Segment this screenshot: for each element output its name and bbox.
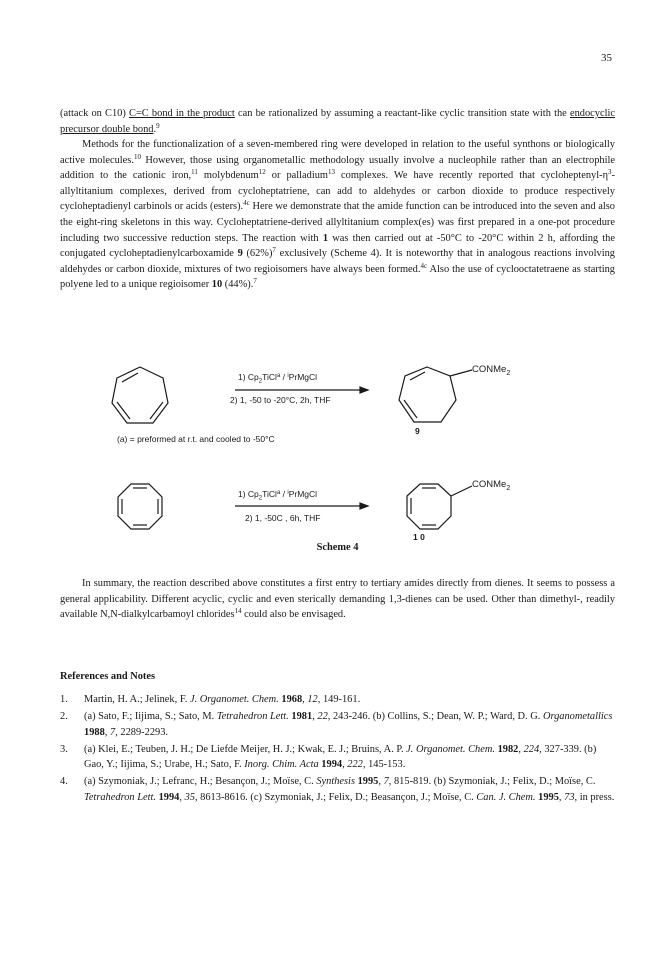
- reference-text: 22: [317, 711, 328, 723]
- reference-text: 73: [564, 791, 575, 803]
- reference-text: , 149-161.: [317, 694, 361, 705]
- reference-text: , in press.: [574, 791, 615, 803]
- reference-text: , 327-339. (b) Gao, Y.; Iijima, S.; Urabe, H.; Sato, F.: [84, 743, 597, 771]
- reference-text: J. Organomet. Chem.: [189, 694, 279, 705]
- page-number: 35: [601, 52, 612, 64]
- text-run: or palladium: [265, 170, 328, 182]
- reference-text: , 815-819. (b) Szymoniak, J.; Felix, D.; Moïse, C.: [388, 776, 596, 788]
- reference-text: Inorg. Chim. Acta: [244, 759, 319, 771]
- superscript: 3: [608, 168, 612, 177]
- text-run: .: [153, 123, 157, 135]
- underlined-phrase: endocyclic precursor double bond: [60, 108, 615, 135]
- arrowhead: [360, 503, 368, 509]
- reference-number: 4.: [60, 776, 68, 788]
- reference-text: 35: [184, 791, 195, 803]
- reference-text: Organometallics: [542, 711, 613, 723]
- product-9-structure: [399, 367, 472, 422]
- paragraph-3: [60, 576, 615, 623]
- reference-text: 1995: [357, 776, 379, 788]
- citation-superscript: 7: [272, 246, 276, 255]
- reaction-1-condition-1: 1) $Cp_2TiCl^a$ / $^i$PrMgCl: [238, 372, 318, 385]
- reference-text: 1994: [321, 759, 343, 771]
- reference-text: , 243-246. (b) Collins, S.; Dean, W. P.; Ward, D. G.: [327, 711, 543, 723]
- reference-text: 7: [383, 776, 389, 788]
- reference-text: 1995: [538, 791, 559, 803]
- reference-text: 1988: [84, 726, 105, 738]
- reference-text: 1982: [497, 743, 519, 755]
- underlined-phrase: C=C bond in the product: [129, 108, 235, 119]
- reference-text: , 145-153.: [362, 759, 406, 771]
- compound-number: 10: [211, 279, 223, 291]
- reference-item: [60, 742, 615, 773]
- reference-number: 1.: [60, 694, 68, 705]
- reference-text: , 2289-2293.: [115, 726, 169, 738]
- cyclooctatetraene-structure: [118, 484, 162, 529]
- references-list: [60, 692, 615, 807]
- text-run: molybdenum: [197, 170, 259, 182]
- paragraph-1: [60, 106, 615, 137]
- citation-superscript: 14: [234, 607, 242, 616]
- reference-text: 7: [109, 726, 116, 738]
- paragraph-2: [60, 137, 615, 293]
- product-10-label: 1 0: [413, 532, 425, 542]
- reference-item: [60, 709, 615, 740]
- reference-text: 224: [523, 743, 540, 755]
- citation-superscript: 10: [133, 152, 141, 161]
- scheme-caption: Scheme 4: [316, 542, 359, 553]
- reference-text: (a) Klei, E.; Teuben, J. H.; De Liefde Meijer, H. J.; Kwak, E. J.; Bruins, A. P.: [84, 743, 407, 755]
- reference-text: ,: [518, 743, 524, 755]
- reference-text: ,: [558, 791, 565, 803]
- compound-number: 1: [322, 232, 329, 244]
- reference-text: ,: [179, 791, 185, 803]
- cycloheptatriene-structure: [112, 367, 168, 423]
- text-run: complexes. We have recently reported that cycloheptenyl-η: [335, 170, 609, 182]
- text-run: Also the use of cyclooctatetraene as starting polyene led to a unique regioisomer: [60, 263, 615, 291]
- reference-text: Tetrahedron Lett.: [216, 711, 289, 723]
- product-9-label: 9: [415, 426, 420, 436]
- citation-superscript: 7: [253, 277, 257, 286]
- reference-text: 1981: [291, 711, 313, 723]
- reaction-1-condition-2: 2) 1, -50 to -20°C, 2h, THF: [230, 395, 331, 405]
- reference-item: [60, 774, 615, 805]
- product-9-group-label: CONMe$_2$: [472, 364, 511, 377]
- scheme-footnote: (a) = preformed at r.t. and cooled to -50°C: [117, 434, 275, 444]
- text-run: Methods for the functionalization of a seven-membered ring were developed in relation to the useful synthons or biologically active molecules.: [60, 139, 615, 166]
- reference-text: J. Organomet. Chem.: [406, 743, 495, 755]
- reference-item: [60, 692, 615, 707]
- text-run: was then carried out at -50°C to -20°C within 2 h, affording the conjugated cycloheptadienylcarboxamide: [60, 232, 615, 260]
- reference-text: ,: [312, 711, 318, 723]
- reference-text: ,: [378, 776, 384, 788]
- reference-text: 1968: [281, 694, 303, 705]
- text-run: (44%).: [222, 279, 254, 291]
- reference-text: ,: [342, 759, 348, 771]
- reference-text: (a) Szymoniak, J.; Lefranc, H.; Besançon, J.; Moïse, C.: [84, 776, 317, 788]
- reference-text: Can. J. Chem.: [476, 791, 536, 803]
- reference-number: 2.: [60, 711, 68, 723]
- text-run: In summary, the reaction described above constitutes a first entry to tertiary amides directly from dienes. It seems to possess a general applicability. Different acyclic, cyclic and even sterically demanding 1,3-dienes can be used. Other than dimethyl-, readily available N,N-dialkylcarbamoyl chlorides: [60, 578, 615, 621]
- citation-superscript: 4c: [243, 199, 250, 208]
- reference-text: ,: [302, 694, 308, 705]
- reference-text: 222: [347, 759, 363, 771]
- reaction-2-condition-2: 2) 1, -50C , 6h, THF: [245, 513, 321, 523]
- reference-text: Tetrahedron Lett.: [84, 791, 156, 803]
- citation-superscript: 9: [156, 121, 160, 130]
- reference-text: Martin, H. A.; Jelinek, F.: [84, 694, 190, 705]
- text-run: (attack on C10): [60, 108, 130, 119]
- reaction-2-condition-1: 1) $Cp_2TiCl^a$ / $^i$PrMgCl: [238, 489, 318, 502]
- text-run: exclusively (Scheme 4). It is noteworthy that in analogous reactions involving aldehydes or carbon dioxide, mixtures of two regioisomers have always been formed.: [60, 248, 615, 275]
- citation-superscript: 13: [328, 168, 335, 177]
- text-run: (62%): [242, 248, 273, 260]
- text-run: However, those using organometallic methodology usually involve a nucleophile rather than an electrophile addition to the cationic iron,: [60, 154, 615, 182]
- reference-text: 1994: [158, 791, 180, 803]
- product-10-group-label: CONMe$_2$: [472, 479, 511, 492]
- arrowhead: [360, 387, 368, 393]
- references-heading: References and Notes: [60, 671, 156, 682]
- reference-text: , 8613-8616. (c) Szymoniak, J.; Felix, D.; Beasançon, J.; Moïse, C.: [194, 791, 477, 803]
- compound-number: 9: [237, 248, 243, 260]
- text-run: can be rationalized by assuming a reactant-like cyclic transition state with the: [234, 108, 570, 119]
- product-10-structure: [407, 484, 472, 529]
- reference-text: Synthesis: [316, 776, 355, 788]
- text-run: Here we demonstrate that the amide function can be introduced into the seven and also the eight-ring skeletons in this way. Cycloheptatriene-derived allyltitanium complex(es) was first prepared in a one-pot procedure including two successive reduction steps. The reaction with: [60, 201, 615, 244]
- citation-superscript: 11: [191, 168, 198, 177]
- reference-text: 12: [307, 694, 318, 705]
- reference-text: ,: [104, 726, 110, 738]
- citation-superscript: 12: [258, 168, 266, 177]
- scheme-4: [60, 360, 615, 570]
- text-run: could also be envisaged.: [241, 609, 346, 621]
- scheme-drawing: [60, 360, 615, 570]
- reference-number: 3.: [60, 743, 68, 755]
- reference-text: (a) Sato, F.; Iijima, S.; Sato, M.: [84, 711, 217, 723]
- text-run: -allyltitanium complexes, derived from cycloheptatriene, can add to aldehydes or carbon dioxide to produce respectively cycloheptadienyl carbinols or acids (esters).: [60, 170, 615, 213]
- citation-superscript: 4c: [420, 261, 428, 270]
